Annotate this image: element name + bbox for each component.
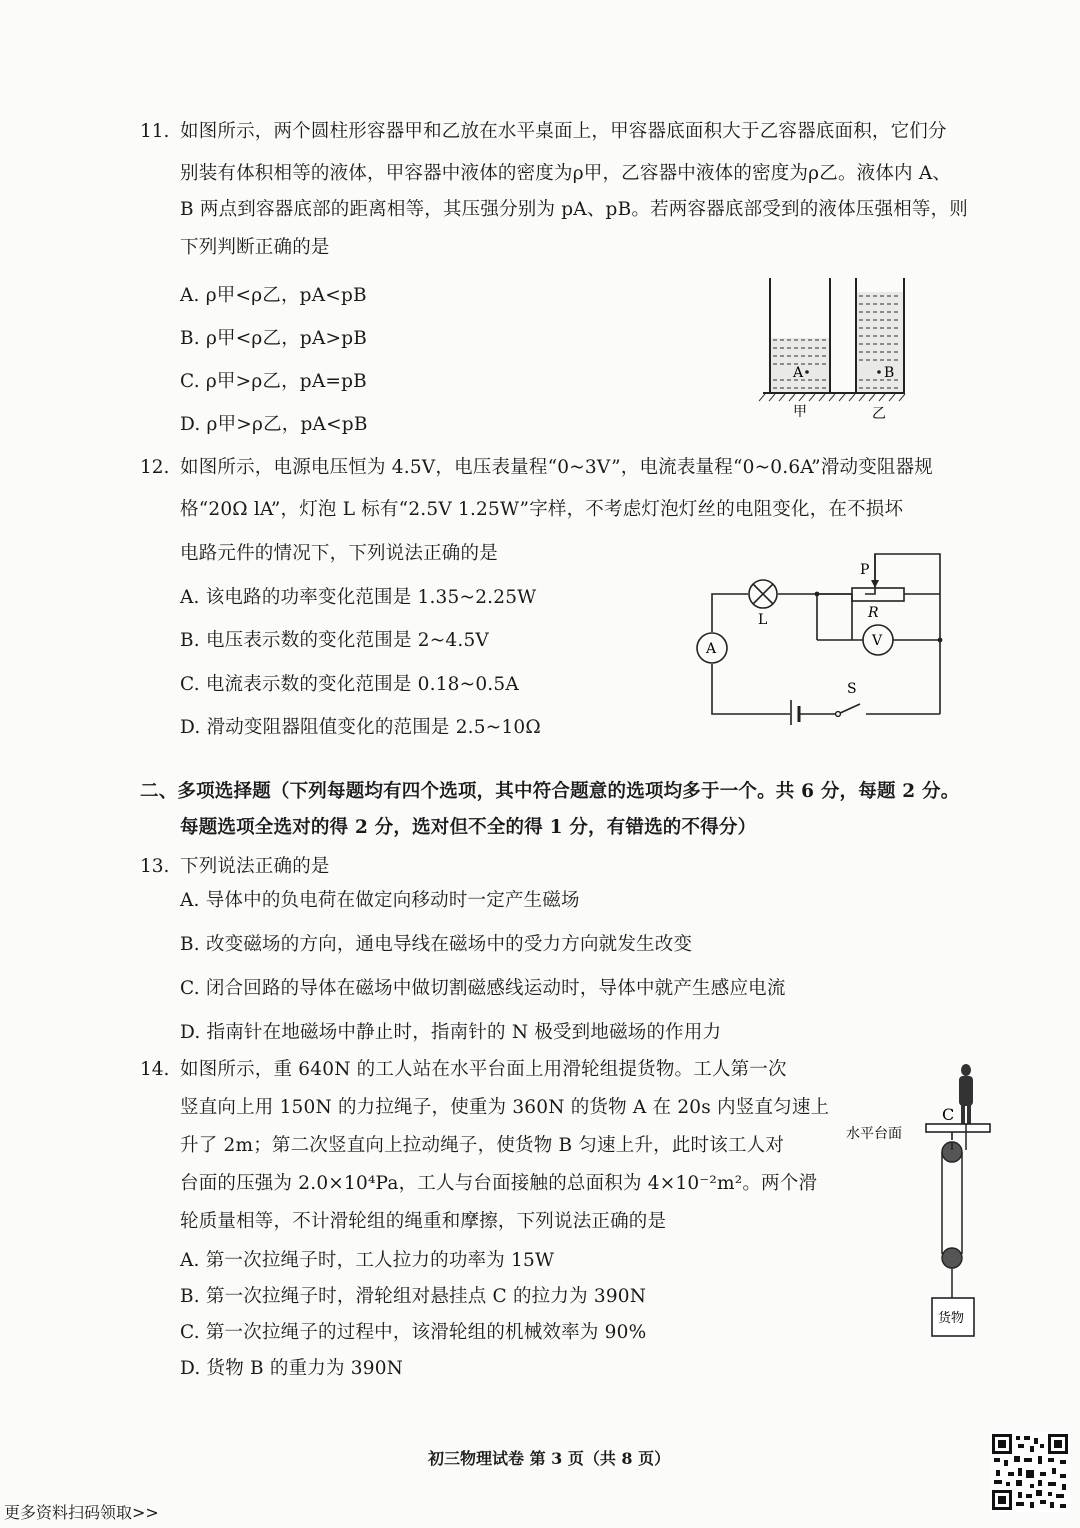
q11-number: 11. [140,121,170,142]
container-yi [856,278,904,393]
q13-stem: 下列说法正确的是 [180,856,330,877]
section2-heading-cont: 每题选项全选对的得 2 分，选对但不全的得 1 分，有错选的不得分） [180,817,757,838]
q13-option-d: D. 指南针在地磁场中静止时，指南针的 N 极受到地磁场的作用力 [180,1022,722,1043]
platform-label: 水平台面 [846,1126,902,1142]
qr-code-icon[interactable] [990,1432,1070,1512]
q13-number: 13. [140,856,170,877]
point-b-label: B [884,365,895,381]
q14-option-b: B. 第一次拉绳子时，滑轮组对悬挂点 C 的拉力为 390N [180,1286,647,1307]
lamp-l-icon [749,580,777,608]
label-r: R [868,605,879,621]
q13-option-b: B. 改变磁场的方向，通电导线在磁场中的受力方向就发生改变 [180,934,693,955]
page-footer: 初三物理试卷 第 3 页（共 8 页） [428,1449,671,1468]
q14-stem-line: 竖直向上用 150N 的力拉绳子，使重为 360N 的货物 A 在 20s 内竖直匀速上 [180,1097,830,1118]
q14-stem-line: 轮质量相等，不计滑轮组的绳重和摩擦，下列说法正确的是 [180,1211,667,1232]
q12-number: 12. [140,457,170,478]
label-s: S [847,681,857,697]
scan-qr-link[interactable]: 更多资料扫码领取>> [4,1503,159,1522]
q11-option-d: D. ρ甲>ρ乙，pA<pB [180,414,368,435]
point-b-dot [877,370,881,374]
q12-option-b: B. 电压表示数的变化范围是 2~4.5V [180,630,489,651]
label-p: P [860,562,870,578]
svg-text:A: A [706,641,717,657]
q14-stem-line: 台面的压强为 2.0×10⁴Pa，工人与台面接触的总面积为 4×10⁻²m²。两个滑 [180,1173,818,1194]
section2-heading: 二、多项选择题（下列每题均有四个选项，其中符合题意的选项均多于一个。共 6 分，每题 2 分。 [140,781,960,802]
q12-option-d: D. 滑动变阻器阻值变化的范围是 2.5~10Ω [180,717,541,738]
q14-option-c: C. 第一次拉绳子的过程中，该滑轮组的机械效率为 90% [180,1322,647,1343]
worker-figure [959,1064,973,1124]
q14-option-a: A. 第一次拉绳子时，工人拉力的功率为 15W [180,1250,555,1271]
q11-stem-line: 别装有体积相等的液体，甲容器中液体的密度为ρ甲，乙容器中液体的密度为ρ乙。液体内 A、 [180,163,952,184]
point-a-label: A [793,365,804,381]
movable-pulley-icon [942,1248,962,1268]
q12-stem-line: 电路元件的情况下，下列说法正确的是 [180,543,498,564]
q11-containers-figure [755,270,995,425]
q11-option-a: A. ρ甲<ρ乙，pA<pB [180,285,367,306]
slider-p-arrow-icon [871,580,879,588]
q13-option-c: C. 闭合回路的导体在磁场中做切割磁感线运动时，导体中就产生感应电流 [180,978,786,999]
voltmeter-icon [863,625,893,655]
q12-option-a: A. 该电路的功率变化范围是 1.35~2.25W [180,587,537,608]
rheostat-r [852,588,904,601]
label-jia: 甲 [793,404,807,420]
q13-option-a: A. 导体中的负电荷在做定向移动时一定产生磁场 [180,890,580,911]
q11-stem-line: 如图所示，两个圆柱形容器甲和乙放在水平桌面上，甲容器底面积大于乙容器底面积，它们分 [180,121,947,142]
q11-stem-line: B 两点到容器底部的距离相等，其压强分别为 pA、pB。若两容器底部受到的液体压强相等，则 [180,199,968,220]
platform [926,1124,990,1132]
q14-stem-line: 如图所示，重 640N 的工人站在水平台面上用滑轮组提货物。工人第一次 [180,1059,787,1080]
point-a-dot [805,370,809,374]
q12-option-c: C. 电流表示数的变化范围是 0.18~0.5A [180,674,519,695]
svg-text:V: V [872,633,883,649]
q11-option-b: B. ρ甲<ρ乙，pA>pB [180,328,368,349]
q14-stem-line: 升了 2m；第二次竖直向上拉动绳子，使货物 B 匀速上升，此时该工人对 [180,1135,785,1156]
q14-number: 14. [140,1059,170,1080]
container-jia [770,278,830,393]
q12-stem-line: 如图所示，电源电压恒为 4.5V，电压表量程“0~3V”，电流表量程“0~0.6A”滑动变阻器规 [180,457,934,478]
label-yi: 乙 [872,406,886,422]
cargo-label: 货物 [938,1311,965,1326]
ammeter-icon [697,633,727,663]
label-l: L [758,612,768,628]
q11-stem-line: 下列判断正确的是 [180,237,330,258]
q11-option-c: C. ρ甲>ρ乙，pA=pB [180,371,367,392]
point-c-label: C [942,1105,955,1124]
q14-option-d: D. 货物 B 的重力为 390N [180,1358,404,1379]
q12-stem-line: 格“20Ω lA”，灯泡 L 标有“2.5V 1.25W”字样，不考虑灯泡灯丝的电阻变化，在不损坏 [180,499,904,520]
q14-pulley-figure [840,1060,1010,1350]
q12-circuit-figure [690,550,955,725]
